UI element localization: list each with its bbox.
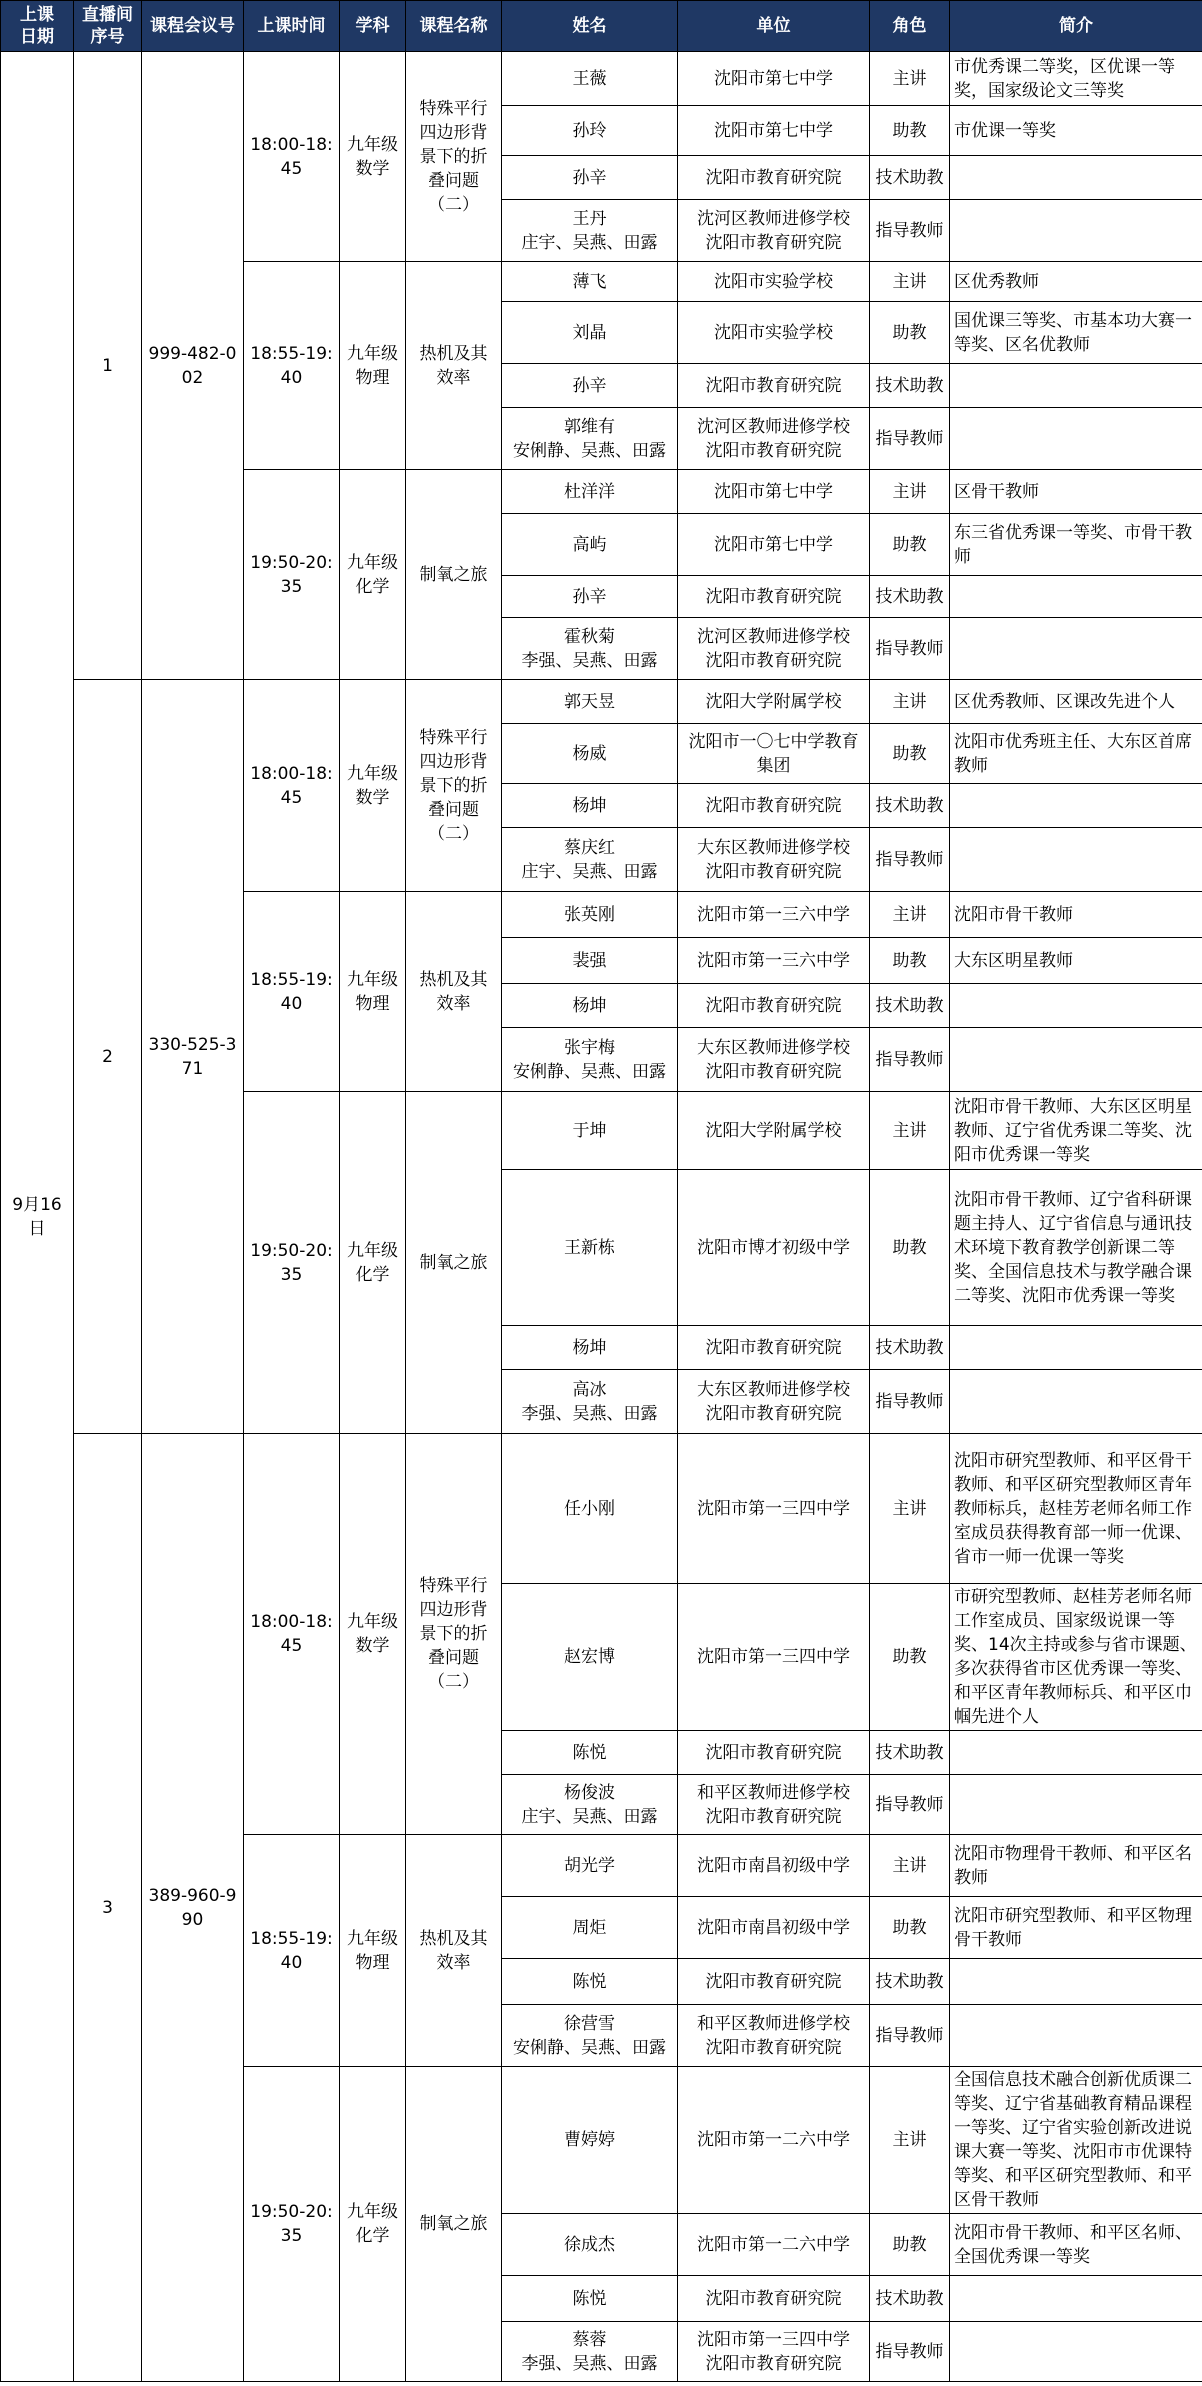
person-unit: 沈阳市教育研究院 — [678, 1959, 870, 2005]
person-intro: 区骨干教师 — [950, 470, 1202, 514]
person-name: 郭天昱 — [502, 680, 678, 724]
person-name: 王薇 — [502, 52, 678, 106]
course-time: 18:00-18:45 — [244, 680, 340, 892]
course-name: 制氧之旅 — [406, 2067, 502, 2382]
person-name: 霍秋菊 李强、吴燕、田露 — [502, 618, 678, 680]
header-room: 直播间 序号 — [74, 1, 142, 52]
person-unit: 沈阳市南昌初级中学 — [678, 1835, 870, 1897]
person-intro: 大东区明星教师 — [950, 938, 1202, 984]
course-name: 制氧之旅 — [406, 1092, 502, 1434]
person-intro — [950, 828, 1202, 892]
person-name: 赵宏博 — [502, 1584, 678, 1731]
person-intro — [950, 364, 1202, 408]
course-name: 特殊平行 四边形背 景下的折 叠问题 （二） — [406, 52, 502, 262]
header-intro: 简介 — [950, 1, 1202, 52]
person-unit: 和平区教师进修学校 沈阳市教育研究院 — [678, 1775, 870, 1835]
course-subject: 九年级 数学 — [340, 680, 406, 892]
person-role: 助教 — [870, 724, 950, 784]
person-role: 指导教师 — [870, 1028, 950, 1092]
table-row — [1, 680, 1202, 724]
header-subject: 学科 — [340, 1, 406, 52]
person-intro: 沈阳市研究型教师、和平区物理骨干教师 — [950, 1897, 1202, 1959]
person-role: 技术助教 — [870, 2276, 950, 2322]
person-intro — [950, 1775, 1202, 1835]
course-name: 热机及其 效率 — [406, 262, 502, 470]
person-unit: 沈阳市第一三四中学 沈阳市教育研究院 — [678, 2322, 870, 2382]
person-intro: 国优课三等奖、市基本功大赛一等奖、区名优教师 — [950, 302, 1202, 364]
person-role: 助教 — [870, 106, 950, 156]
person-unit: 沈河区教师进修学校 沈阳市教育研究院 — [678, 200, 870, 262]
person-role: 主讲 — [870, 1434, 950, 1584]
person-intro — [950, 200, 1202, 262]
person-unit: 沈阳市第七中学 — [678, 106, 870, 156]
person-unit: 沈阳市南昌初级中学 — [678, 1897, 870, 1959]
person-name: 孙辛 — [502, 156, 678, 200]
person-role: 技术助教 — [870, 156, 950, 200]
person-unit: 沈阳市教育研究院 — [678, 576, 870, 618]
room-number: 3 — [74, 1434, 142, 2382]
person-role: 技术助教 — [870, 364, 950, 408]
person-unit: 沈河区教师进修学校 沈阳市教育研究院 — [678, 618, 870, 680]
person-intro — [950, 576, 1202, 618]
course-time: 18:55-19:40 — [244, 262, 340, 470]
person-unit: 沈阳市教育研究院 — [678, 364, 870, 408]
person-intro: 沈阳市物理骨干教师、和平区名教师 — [950, 1835, 1202, 1897]
person-unit: 沈阳市实验学校 — [678, 302, 870, 364]
room-number: 1 — [74, 52, 142, 680]
header-role: 角色 — [870, 1, 950, 52]
person-unit: 沈阳大学附属学校 — [678, 680, 870, 724]
person-name: 薄飞 — [502, 262, 678, 302]
person-unit: 沈阳市第一二六中学 — [678, 2067, 870, 2214]
person-role: 技术助教 — [870, 784, 950, 828]
person-role: 主讲 — [870, 1835, 950, 1897]
person-intro: 市优课一等奖 — [950, 106, 1202, 156]
course-time: 19:50-20:35 — [244, 2067, 340, 2382]
person-name: 王新栋 — [502, 1170, 678, 1326]
course-subject: 九年级 化学 — [340, 1092, 406, 1434]
person-name: 杨俊波 庄宇、吴燕、田露 — [502, 1775, 678, 1835]
person-intro — [950, 1370, 1202, 1434]
person-unit: 和平区教师进修学校 沈阳市教育研究院 — [678, 2005, 870, 2067]
course-time: 18:00-18:45 — [244, 1434, 340, 1835]
person-unit: 沈阳市第七中学 — [678, 514, 870, 576]
course-subject: 九年级 物理 — [340, 1835, 406, 2067]
person-name: 陈悦 — [502, 2276, 678, 2322]
person-role: 技术助教 — [870, 1959, 950, 2005]
table-row — [1, 52, 1202, 106]
table-body — [1, 52, 1202, 2382]
person-role: 技术助教 — [870, 576, 950, 618]
person-unit: 沈阳市第一三四中学 — [678, 1584, 870, 1731]
person-role: 指导教师 — [870, 200, 950, 262]
course-name: 特殊平行 四边形背 景下的折 叠问题 （二） — [406, 680, 502, 892]
person-intro — [950, 1326, 1202, 1370]
person-name: 杨坤 — [502, 1326, 678, 1370]
person-name: 胡光学 — [502, 1835, 678, 1897]
person-intro: 沈阳市研究型教师、和平区骨干教师、和平区研究型教师区青年教师标兵，赵桂芳老师名师工作室成员获得教育部一师一优课、省市一师一优课一等奖 — [950, 1434, 1202, 1584]
person-intro: 市优秀课二等奖，区优课一等奖，国家级论文三等奖 — [950, 52, 1202, 106]
course-subject: 九年级 物理 — [340, 262, 406, 470]
person-name: 孙辛 — [502, 576, 678, 618]
person-role: 技术助教 — [870, 1326, 950, 1370]
person-role: 指导教师 — [870, 2322, 950, 2382]
person-intro — [950, 156, 1202, 200]
course-name: 热机及其 效率 — [406, 892, 502, 1092]
person-intro: 沈阳市骨干教师、大东区区明星教师、辽宁省优秀课二等奖、沈阳市优秀课一等奖 — [950, 1092, 1202, 1170]
person-name: 徐成杰 — [502, 2214, 678, 2276]
course-subject: 九年级 数学 — [340, 1434, 406, 1835]
person-intro: 沈阳市骨干教师 — [950, 892, 1202, 938]
header-meeting: 课程会议号 — [142, 1, 244, 52]
person-name: 孙辛 — [502, 364, 678, 408]
person-intro — [950, 408, 1202, 470]
person-intro: 东三省优秀课一等奖、市骨干教师 — [950, 514, 1202, 576]
course-subject: 九年级 物理 — [340, 892, 406, 1092]
person-intro: 沈阳市骨干教师、和平区名师、全国优秀课一等奖 — [950, 2214, 1202, 2276]
person-unit: 沈阳市第七中学 — [678, 52, 870, 106]
person-role: 指导教师 — [870, 1775, 950, 1835]
person-role: 技术助教 — [870, 1731, 950, 1775]
person-unit: 沈阳市教育研究院 — [678, 984, 870, 1028]
table-header — [1, 1, 1202, 52]
course-name: 特殊平行 四边形背 景下的折 叠问题 （二） — [406, 1434, 502, 1835]
person-role: 指导教师 — [870, 618, 950, 680]
person-unit: 大东区教师进修学校 沈阳市教育研究院 — [678, 828, 870, 892]
person-intro — [950, 1028, 1202, 1092]
person-name: 张英刚 — [502, 892, 678, 938]
person-unit: 沈阳市教育研究院 — [678, 2276, 870, 2322]
person-intro — [950, 1959, 1202, 2005]
person-intro — [950, 2005, 1202, 2067]
meeting-number: 999-482-002 — [142, 52, 244, 680]
header-course: 课程名称 — [406, 1, 502, 52]
course-time: 19:50-20:35 — [244, 1092, 340, 1434]
person-name: 张宇梅 安俐静、吴燕、田露 — [502, 1028, 678, 1092]
person-role: 主讲 — [870, 52, 950, 106]
person-unit: 沈阳市博才初级中学 — [678, 1170, 870, 1326]
person-name: 于坤 — [502, 1092, 678, 1170]
table-row — [1, 1434, 1202, 1584]
person-unit: 沈阳市教育研究院 — [678, 156, 870, 200]
person-role: 助教 — [870, 938, 950, 984]
person-intro: 沈阳市优秀班主任、大东区首席教师 — [950, 724, 1202, 784]
person-name: 曹婷婷 — [502, 2067, 678, 2214]
header-unit: 单位 — [678, 1, 870, 52]
person-role: 助教 — [870, 1584, 950, 1731]
meeting-number: 330-525-371 — [142, 680, 244, 1434]
person-unit: 大东区教师进修学校 沈阳市教育研究院 — [678, 1370, 870, 1434]
header-date: 上课 日期 — [1, 1, 74, 52]
person-role: 主讲 — [870, 2067, 950, 2214]
person-name: 陈悦 — [502, 1731, 678, 1775]
person-role: 主讲 — [870, 892, 950, 938]
person-role: 主讲 — [870, 680, 950, 724]
person-intro — [950, 618, 1202, 680]
person-role: 指导教师 — [870, 1370, 950, 1434]
person-role: 助教 — [870, 302, 950, 364]
person-name: 王丹 庄宇、吴燕、田露 — [502, 200, 678, 262]
person-role: 主讲 — [870, 470, 950, 514]
person-unit: 沈阳大学附属学校 — [678, 1092, 870, 1170]
person-intro — [950, 784, 1202, 828]
person-role: 技术助教 — [870, 984, 950, 1028]
person-unit: 沈阳市第一三四中学 — [678, 1434, 870, 1584]
person-name: 杨威 — [502, 724, 678, 784]
person-role: 指导教师 — [870, 828, 950, 892]
date-cell: 9月16日 — [1, 52, 74, 2382]
course-subject: 九年级 数学 — [340, 52, 406, 262]
person-unit: 沈阳市第一二六中学 — [678, 2214, 870, 2276]
person-name: 裴强 — [502, 938, 678, 984]
person-unit: 大东区教师进修学校 沈阳市教育研究院 — [678, 1028, 870, 1092]
course-subject: 九年级 化学 — [340, 2067, 406, 2382]
person-intro: 市研究型教师、赵桂芳老师名师工作室成员、国家级说课一等奖、14次主持或参与省市课题、多次获得省市区优秀课一等奖、和平区青年教师标兵、和平区巾帼先进个人 — [950, 1584, 1202, 1731]
person-name: 孙玲 — [502, 106, 678, 156]
person-intro: 区优秀教师、区课改先进个人 — [950, 680, 1202, 724]
course-time: 19:50-20:35 — [244, 470, 340, 680]
person-unit: 沈阳市教育研究院 — [678, 1326, 870, 1370]
person-intro — [950, 2276, 1202, 2322]
person-role: 助教 — [870, 2214, 950, 2276]
person-role: 指导教师 — [870, 408, 950, 470]
course-name: 制氧之旅 — [406, 470, 502, 680]
person-role: 助教 — [870, 514, 950, 576]
meeting-number: 389-960-990 — [142, 1434, 244, 2382]
person-name: 蔡蓉 李强、吴燕、田露 — [502, 2322, 678, 2382]
course-time: 18:00-18:45 — [244, 52, 340, 262]
person-unit: 沈阳市教育研究院 — [678, 1731, 870, 1775]
person-unit: 沈阳市一〇七中学教育集团 — [678, 724, 870, 784]
person-name: 徐营雪 安俐静、吴燕、田露 — [502, 2005, 678, 2067]
course-time: 18:55-19:40 — [244, 892, 340, 1092]
person-name: 杨坤 — [502, 984, 678, 1028]
header-time: 上课时间 — [244, 1, 340, 52]
person-intro — [950, 2322, 1202, 2382]
course-name: 热机及其 效率 — [406, 1835, 502, 2067]
room-number: 2 — [74, 680, 142, 1434]
person-intro: 全国信息技术融合创新优质课二等奖、辽宁省基础教育精品课程一等奖、辽宁省实验创新改进说课大赛一等奖、沈阳市市优课特等奖、和平区研究型教师、和平区骨干教师 — [950, 2067, 1202, 2214]
person-name: 高屿 — [502, 514, 678, 576]
person-name: 周炬 — [502, 1897, 678, 1959]
person-unit: 沈阳市教育研究院 — [678, 784, 870, 828]
person-name: 杨坤 — [502, 784, 678, 828]
person-name: 蔡庆红 庄宇、吴燕、田露 — [502, 828, 678, 892]
person-role: 指导教师 — [870, 2005, 950, 2067]
person-name: 刘晶 — [502, 302, 678, 364]
person-name: 杜洋洋 — [502, 470, 678, 514]
person-unit: 沈阳市实验学校 — [678, 262, 870, 302]
person-intro: 沈阳市骨干教师、辽宁省科研课题主持人、辽宁省信息与通讯技术环境下教育教学创新课二等奖、全国信息技术与教学融合课二等奖、沈阳市优秀课一等奖 — [950, 1170, 1202, 1326]
person-intro — [950, 1731, 1202, 1775]
person-unit: 沈阳市第七中学 — [678, 470, 870, 514]
header-name: 姓名 — [502, 1, 678, 52]
course-time: 18:55-19:40 — [244, 1835, 340, 2067]
person-name: 任小刚 — [502, 1434, 678, 1584]
person-intro: 区优秀教师 — [950, 262, 1202, 302]
header-row — [1, 1, 1202, 52]
person-role: 助教 — [870, 1897, 950, 1959]
person-role: 助教 — [870, 1170, 950, 1326]
course-subject: 九年级 化学 — [340, 470, 406, 680]
person-unit: 沈阳市第一三六中学 — [678, 938, 870, 984]
person-role: 主讲 — [870, 262, 950, 302]
person-role: 主讲 — [870, 1092, 950, 1170]
person-name: 郭维有 安俐静、吴燕、田露 — [502, 408, 678, 470]
person-name: 陈悦 — [502, 1959, 678, 2005]
person-intro — [950, 984, 1202, 1028]
person-unit: 沈河区教师进修学校 沈阳市教育研究院 — [678, 408, 870, 470]
person-name: 高冰 李强、吴燕、田露 — [502, 1370, 678, 1434]
person-unit: 沈阳市第一三六中学 — [678, 892, 870, 938]
